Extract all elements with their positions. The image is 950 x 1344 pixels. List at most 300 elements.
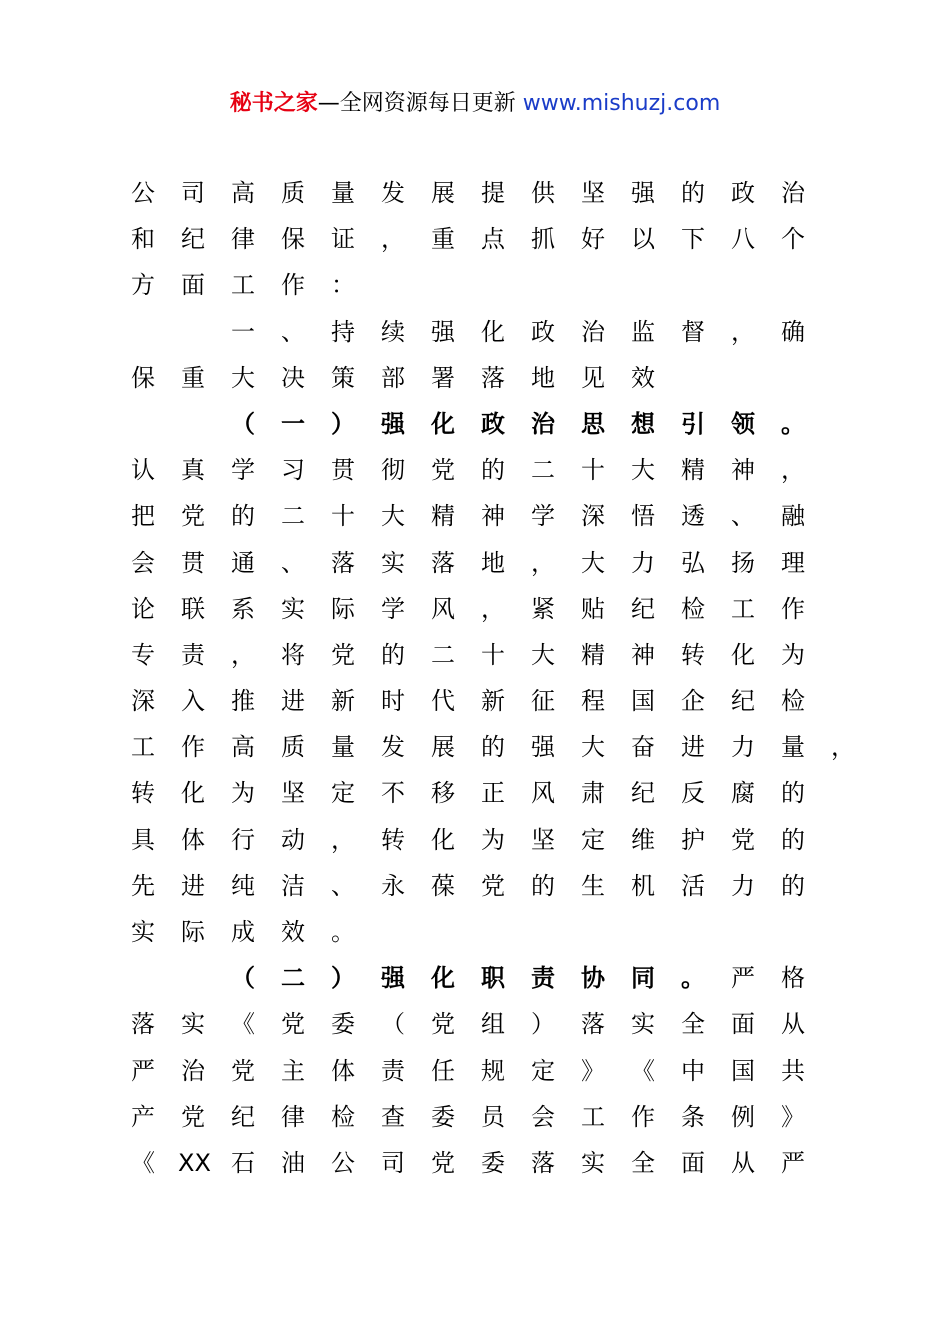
- text-char: 学: [531, 502, 555, 531]
- text-line: [128, 586, 808, 632]
- text-char: 精: [581, 640, 605, 669]
- text-char: 格: [781, 964, 805, 993]
- text-char: 律: [231, 225, 255, 254]
- text-char: 融: [781, 502, 805, 531]
- text-char: 见: [581, 363, 605, 392]
- text-line: [128, 355, 808, 401]
- text-char: （: [381, 1010, 405, 1039]
- text-char: 纯: [231, 871, 255, 900]
- text-char: 的: [531, 871, 555, 900]
- text-char: 代: [431, 687, 455, 716]
- text-char: 证: [331, 225, 355, 254]
- text-char: 落: [431, 548, 455, 577]
- text-char: 实: [281, 594, 305, 623]
- text-char: 共: [781, 1056, 805, 1085]
- text-char: 正: [481, 779, 505, 808]
- text-line: [128, 678, 808, 724]
- text-char: 保: [131, 363, 155, 392]
- text-char: 定: [331, 779, 355, 808]
- text-char: 理: [781, 548, 805, 577]
- text-char: 查: [381, 1102, 405, 1131]
- text-char: 葆: [431, 871, 455, 900]
- text-char: 效: [631, 363, 655, 392]
- text-char: 转: [381, 825, 405, 854]
- text-char: 全: [681, 1010, 705, 1039]
- text-char: ：: [331, 271, 355, 300]
- text-char: 面: [681, 1148, 705, 1177]
- text-char: 公: [331, 1148, 355, 1177]
- text-line: [128, 216, 808, 262]
- text-char: 进: [681, 733, 705, 762]
- text-char: 持: [331, 317, 355, 346]
- text-char: 规: [481, 1056, 505, 1085]
- text-char: 具: [131, 825, 155, 854]
- text-char: 检: [331, 1102, 355, 1131]
- text-char: 认: [131, 456, 155, 485]
- text-char: 论: [131, 594, 155, 623]
- text-char: 。: [781, 409, 805, 438]
- text-char: 保: [281, 225, 305, 254]
- text-char: 作: [631, 1102, 655, 1131]
- text-char: 抓: [531, 225, 555, 254]
- text-char: ）: [331, 964, 355, 993]
- text-char: 公: [131, 179, 155, 207]
- text-char: 透: [681, 502, 705, 531]
- text-line: [128, 262, 808, 308]
- text-char: 化: [181, 779, 205, 808]
- text-char: 党: [431, 1148, 455, 1177]
- text-char: 紧: [531, 594, 555, 623]
- header-brand: 秘书之家: [229, 91, 318, 116]
- text-char: 的: [481, 733, 505, 762]
- text-char: 风: [531, 779, 555, 808]
- text-char: 司: [381, 1148, 405, 1177]
- text-char: 党: [431, 1010, 455, 1039]
- text-char: 际: [181, 918, 205, 946]
- text-line: [128, 309, 808, 355]
- text-char: 领: [731, 409, 755, 438]
- text-char: 检: [781, 687, 805, 716]
- text-char: 神: [481, 502, 505, 531]
- text-char: 国: [731, 1056, 755, 1085]
- text-char: 责: [381, 1056, 405, 1085]
- text-char: 进: [181, 871, 205, 900]
- text-char: 进: [281, 687, 305, 716]
- text-char: 职: [481, 964, 505, 993]
- text-char: 的: [231, 502, 255, 531]
- text-char: 深: [131, 687, 155, 716]
- text-char: 的: [781, 825, 805, 854]
- text-char: 定: [531, 1056, 555, 1085]
- text-char: 作: [281, 271, 305, 300]
- text-char: 大: [531, 640, 555, 669]
- text-char: 风: [431, 594, 455, 623]
- text-line: [128, 632, 808, 678]
- text-char: ，: [231, 640, 255, 669]
- text-char: 化: [431, 964, 455, 993]
- text-char: 的: [781, 779, 805, 808]
- text-char: 好: [581, 225, 605, 254]
- text-char: 策: [331, 363, 355, 392]
- text-char: 二: [281, 502, 305, 531]
- text-char: 力: [631, 548, 655, 577]
- text-char: 党: [231, 1056, 255, 1085]
- text-char: 方: [131, 271, 155, 300]
- text-char: 国: [631, 687, 655, 716]
- text-char: 洁: [281, 871, 305, 900]
- text-char: 新: [331, 687, 355, 716]
- text-char: 纪: [631, 594, 655, 623]
- text-char: 部: [381, 363, 405, 392]
- text-char: 成: [231, 918, 255, 946]
- text-char: 动: [281, 825, 305, 854]
- text-char: 纪: [231, 1102, 255, 1131]
- text-char: 定: [581, 825, 605, 854]
- text-char: 工: [131, 733, 155, 762]
- text-char: 十: [331, 502, 355, 531]
- text-char: 从: [781, 1010, 805, 1039]
- text-char: 力: [731, 871, 755, 900]
- text-char: 《: [231, 1010, 255, 1039]
- text-char: 思: [581, 409, 605, 438]
- text-char: 高: [231, 733, 255, 762]
- text-char: ，: [831, 733, 855, 762]
- text-char: 二: [531, 456, 555, 485]
- text-char: 移: [431, 779, 455, 808]
- text-char: 大: [581, 733, 605, 762]
- text-char: 学: [381, 594, 405, 623]
- text-char: 联: [181, 594, 205, 623]
- text-char: 质: [281, 179, 305, 207]
- text-line: [128, 770, 808, 816]
- text-line: [128, 863, 808, 909]
- text-char: 贴: [581, 594, 605, 623]
- text-char: 展: [431, 733, 455, 762]
- text-char: 面: [731, 1010, 755, 1039]
- text-char: 重: [181, 363, 205, 392]
- text-char: 行: [231, 825, 255, 854]
- text-char: ）: [331, 409, 355, 438]
- text-char: ，: [781, 456, 805, 485]
- text-char: 力: [731, 733, 755, 762]
- text-char: 展: [431, 179, 455, 207]
- text-char: ，: [481, 594, 505, 623]
- text-char: 大: [631, 456, 655, 485]
- text-char: 政: [531, 317, 555, 346]
- text-char: 落: [331, 548, 355, 577]
- text-char: 质: [281, 733, 305, 762]
- text-char: 强: [531, 733, 555, 762]
- text-char: XX: [178, 1148, 211, 1177]
- header-url[interactable]: www.mishuzj.com: [522, 91, 721, 116]
- text-char: 地: [531, 363, 555, 392]
- text-char: 例: [731, 1102, 755, 1131]
- text-char: 。: [681, 964, 705, 993]
- text-char: 政: [481, 409, 505, 438]
- text-char: 效: [281, 918, 305, 946]
- text-char: 提: [481, 179, 505, 207]
- text-line: [128, 1140, 808, 1186]
- text-char: 征: [531, 687, 555, 716]
- text-line: [128, 493, 808, 539]
- text-char: 《: [131, 1148, 155, 1177]
- text-char: 精: [431, 502, 455, 531]
- text-char: 委: [481, 1148, 505, 1177]
- text-char: 悟: [631, 502, 655, 531]
- text-char: 量: [331, 179, 355, 207]
- text-char: 决: [281, 363, 305, 392]
- text-char: 、: [281, 317, 305, 346]
- text-char: ，: [531, 548, 555, 577]
- text-char: 严: [781, 1148, 805, 1177]
- text-char: 中: [681, 1056, 705, 1085]
- text-char: 护: [681, 825, 705, 854]
- text-char: 面: [181, 271, 205, 300]
- text-char: 化: [731, 640, 755, 669]
- text-line: [128, 447, 808, 493]
- text-char: 大: [231, 363, 255, 392]
- text-char: 从: [731, 1148, 755, 1177]
- text-char: 员: [481, 1102, 505, 1131]
- text-line: [128, 170, 808, 216]
- text-line: [128, 955, 808, 1001]
- text-char: 生: [581, 871, 605, 900]
- text-char: 组: [481, 1010, 505, 1039]
- text-char: 落: [531, 1148, 555, 1177]
- text-char: 的: [381, 640, 405, 669]
- text-char: 为: [481, 825, 505, 854]
- text-char: 、: [731, 502, 755, 531]
- text-char: 肃: [581, 779, 605, 808]
- text-char: 活: [681, 871, 705, 900]
- text-char: 同: [631, 964, 655, 993]
- text-char: 真: [181, 456, 205, 485]
- text-char: 坚: [531, 825, 555, 854]
- text-char: 学: [231, 456, 255, 485]
- text-char: 维: [631, 825, 655, 854]
- text-char: 实: [131, 918, 155, 946]
- header-tagline: 全网资源每日更新: [339, 91, 523, 116]
- text-char: 委: [431, 1102, 455, 1131]
- text-char: 不: [381, 779, 405, 808]
- text-char: 体: [181, 825, 205, 854]
- text-char: 》: [781, 1102, 805, 1131]
- text-char: 十: [581, 456, 605, 485]
- text-char: 协: [581, 964, 605, 993]
- text-char: 专: [131, 640, 155, 669]
- text-char: 习: [281, 456, 305, 485]
- text-char: 把: [131, 502, 155, 531]
- text-char: 实: [581, 1148, 605, 1177]
- text-char: 党: [181, 502, 205, 531]
- text-char: 下: [681, 225, 705, 254]
- text-line: [128, 540, 808, 586]
- text-char: 落: [481, 363, 505, 392]
- text-char: 司: [181, 179, 205, 207]
- text-char: 严: [131, 1056, 155, 1085]
- text-char: 治: [781, 179, 805, 207]
- text-char: 治: [581, 317, 605, 346]
- text-char: 委: [331, 1010, 355, 1039]
- text-char: 督: [681, 317, 705, 346]
- text-char: 高: [231, 179, 255, 207]
- text-char: 强: [381, 964, 405, 993]
- text-char: 主: [281, 1056, 305, 1085]
- text-line: [128, 817, 808, 863]
- text-char: 纪: [631, 779, 655, 808]
- text-char: 会: [131, 548, 155, 577]
- text-line: [128, 1094, 808, 1140]
- text-char: 党: [731, 825, 755, 854]
- text-char: 署: [431, 363, 455, 392]
- text-char: 党: [281, 1010, 305, 1039]
- text-char: 坚: [281, 779, 305, 808]
- text-char: 坚: [581, 179, 605, 207]
- text-char: 企: [681, 687, 705, 716]
- text-char: 党: [331, 640, 355, 669]
- text-char: 为: [231, 779, 255, 808]
- text-char: 体: [331, 1056, 355, 1085]
- text-char: 深: [581, 502, 605, 531]
- text-char: 重: [431, 225, 455, 254]
- text-char: 和: [131, 225, 155, 254]
- text-char: 会: [531, 1102, 555, 1131]
- text-char: 为: [781, 640, 805, 669]
- text-char: 实: [631, 1010, 655, 1039]
- text-line: [128, 724, 855, 770]
- text-char: 发: [381, 733, 405, 762]
- text-char: 纪: [731, 687, 755, 716]
- header-dash: —: [317, 91, 340, 116]
- text-char: 条: [681, 1102, 705, 1131]
- text-char: 供: [531, 179, 555, 207]
- text-char: 反: [681, 779, 705, 808]
- text-char: 落: [581, 1010, 605, 1039]
- text-char: 个: [781, 225, 805, 254]
- text-char: 时: [381, 687, 405, 716]
- text-char: 点: [481, 225, 505, 254]
- text-char: 监: [631, 317, 655, 346]
- text-char: 奋: [631, 733, 655, 762]
- text-char: 系: [231, 594, 255, 623]
- text-char: 贯: [331, 456, 355, 485]
- text-char: 际: [331, 594, 355, 623]
- text-char: 化: [431, 409, 455, 438]
- text-char: 工: [581, 1102, 605, 1131]
- text-char: 党: [481, 871, 505, 900]
- text-char: 、: [281, 548, 305, 577]
- text-char: 全: [631, 1148, 655, 1177]
- text-char: 任: [431, 1056, 455, 1085]
- text-char: 一: [231, 317, 255, 346]
- text-char: 工: [731, 594, 755, 623]
- text-char: 发: [381, 179, 405, 207]
- text-char: 将: [281, 640, 305, 669]
- text-char: 机: [631, 871, 655, 900]
- text-char: 《: [631, 1056, 655, 1085]
- text-char: 引: [681, 409, 705, 438]
- text-char: 石: [231, 1148, 255, 1177]
- text-char: ，: [331, 825, 355, 854]
- text-char: 作: [781, 594, 805, 623]
- text-char: 强: [631, 179, 655, 207]
- text-char: 程: [581, 687, 605, 716]
- text-char: 责: [531, 964, 555, 993]
- text-line: [128, 1048, 808, 1094]
- text-char: 二: [281, 964, 305, 993]
- text-char: 八: [731, 225, 755, 254]
- text-char: 精: [681, 456, 705, 485]
- text-char: 新: [481, 687, 505, 716]
- text-char: 永: [381, 871, 405, 900]
- text-char: 通: [231, 548, 255, 577]
- text-char: 地: [481, 548, 505, 577]
- text-char: 一: [281, 409, 305, 438]
- text-char: ，: [381, 225, 405, 254]
- text-char: 检: [681, 594, 705, 623]
- text-char: 转: [681, 640, 705, 669]
- text-char: 先: [131, 871, 155, 900]
- text-line: [128, 401, 808, 447]
- page-header: [0, 88, 950, 120]
- text-char: 强: [381, 409, 405, 438]
- text-char: 弘: [681, 548, 705, 577]
- text-line: [128, 1001, 808, 1047]
- text-char: 严: [731, 964, 755, 993]
- text-char: 十: [481, 640, 505, 669]
- text-char: 党: [181, 1102, 205, 1131]
- text-char: 入: [181, 687, 205, 716]
- text-char: 大: [581, 548, 605, 577]
- text-char: 落: [131, 1010, 155, 1039]
- text-char: 贯: [181, 548, 205, 577]
- text-char: 》: [581, 1056, 605, 1085]
- document-body: [128, 170, 855, 1186]
- text-char: 彻: [381, 456, 405, 485]
- text-char: 腐: [731, 779, 755, 808]
- text-char: 化: [431, 825, 455, 854]
- text-char: 的: [781, 871, 805, 900]
- text-char: 作: [181, 733, 205, 762]
- text-char: 纪: [181, 225, 205, 254]
- text-char: 大: [381, 502, 405, 531]
- text-char: 神: [631, 640, 655, 669]
- text-char: 的: [481, 456, 505, 485]
- text-char: 。: [331, 918, 355, 946]
- text-char: 推: [231, 687, 255, 716]
- text-char: 续: [381, 317, 405, 346]
- text-char: 治: [531, 409, 555, 438]
- text-char: 党: [431, 456, 455, 485]
- text-char: 转: [131, 779, 155, 808]
- text-char: 实: [181, 1010, 205, 1039]
- text-char: 油: [281, 1148, 305, 1177]
- text-char: 、: [331, 871, 355, 900]
- text-char: 治: [181, 1056, 205, 1085]
- text-char: 工: [231, 271, 255, 300]
- text-char: 神: [731, 456, 755, 485]
- text-char: 政: [731, 179, 755, 207]
- text-char: 化: [481, 317, 505, 346]
- text-char: ，: [731, 317, 755, 346]
- text-char: 确: [781, 317, 805, 346]
- text-char: 量: [781, 733, 805, 762]
- text-char: 责: [181, 640, 205, 669]
- text-line: [128, 909, 808, 955]
- text-char: 扬: [731, 548, 755, 577]
- text-char: ）: [531, 1010, 555, 1039]
- text-char: 二: [431, 640, 455, 669]
